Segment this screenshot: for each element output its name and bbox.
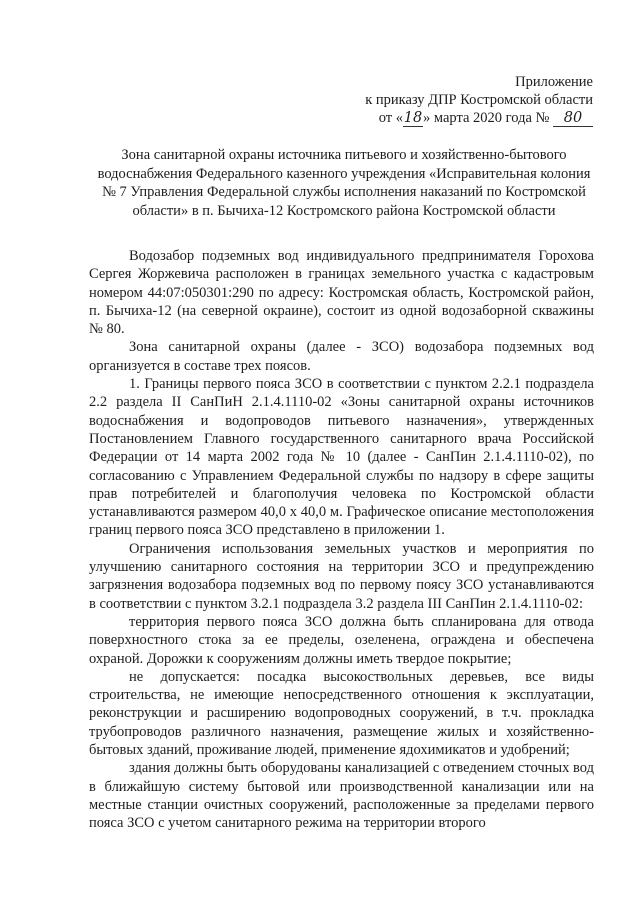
handwritten-order-number: 80 xyxy=(553,111,593,127)
appendix-label: Приложение xyxy=(515,74,593,90)
order-reference: к приказу ДПР Костромской области xyxy=(365,92,593,108)
document-body xyxy=(89,247,594,833)
document-title: Зона санитарной охраны источника питьевого и хозяйственно-бытового водоснабжения Федерального казенного учреждения «Исправительная колония № 7 Управления Федеральной службы исполнения наказаний по Костромской области» в п. Бычиха-12 Костромского района Костромской области xyxy=(97,147,591,219)
order-date-line xyxy=(365,109,593,127)
date-middle: » марта 2020 года № xyxy=(423,110,550,126)
appendix-header xyxy=(365,73,593,127)
paragraph: здания должны быть оборудованы канализацией с отведением сточных вод в ближайшую систему бытовой или производственной канализации или на местные станции очистных сооружений, расположенные за пределами первого пояса ЗСО с учетом санитарного режима на территории второго xyxy=(89,760,594,832)
paragraph: Зона санитарной охраны (далее - ЗСО) водозабора подземных вод организуется в составе трех поясов. xyxy=(89,339,594,374)
paragraph: 1. Границы первого пояса ЗСО в соответствии с пунктом 2.2.1 подраздела 2.2 раздела II СанПиН 2.1.4.1110-02 «Зоны санитарной охраны источников водоснабжения и водопроводов питьевого назначения», утвержденных Постановлением Главного государственного санитарного врача Российской Федерации от 14 марта 2002 года № 10 (далее - СанПин 2.1.4.1110-02), по согласованию с Управлением Федеральной службы по надзору в сфере защиты прав потребителей и благополучия человека по Костромской области устанавливаются размером 40,0 х 40,0 м. Графическое описание местоположения границ первого пояса ЗСО представлено в приложении 1. xyxy=(89,376,594,539)
paragraph: Ограничения использования земельных участков и мероприятия по улучшению санитарного состояния на территории ЗСО и предупреждению загрязнения водозабора подземных вод по первому поясу ЗСО устанавливаются в соответствии с пунктом 3.2.1 подраздела 3.2 раздела III СанПин 2.1.4.1110-02: xyxy=(89,540,594,612)
paragraph: территория первого пояса ЗСО должна быть спланирована для отвода поверхностного стока за ее пределы, озеленена, ограждена и обеспечена охраной. Дорожки к сооружениям должны иметь твердое покрытие; xyxy=(89,613,594,667)
date-prefix: от « xyxy=(378,110,404,126)
handwritten-day: 18 xyxy=(403,110,423,126)
paragraph: не допускается: посадка высокоствольных деревьев, все виды строительства, не имеющие непосредственного отношения к эксплуатации, реконструкции и расширению водопроводных сооружений, в т.ч. прокладка трубопроводов различного назначения, размещение жилых и хозяйственно-бытовых зданий, проживание людей, применение ядохимикатов и удобрений; xyxy=(89,668,594,759)
paragraph: Водозабор подземных вод индивидуального предпринимателя Горохова Сергея Жоржевича расположен в границах земельного участка с кадастровым номером 44:07:050301:290 по адресу: Костромская область, Костромской район, п. Бычиха-12 (на северной окраине), состоит из одной водозаборной скважины № 80. xyxy=(89,248,594,338)
